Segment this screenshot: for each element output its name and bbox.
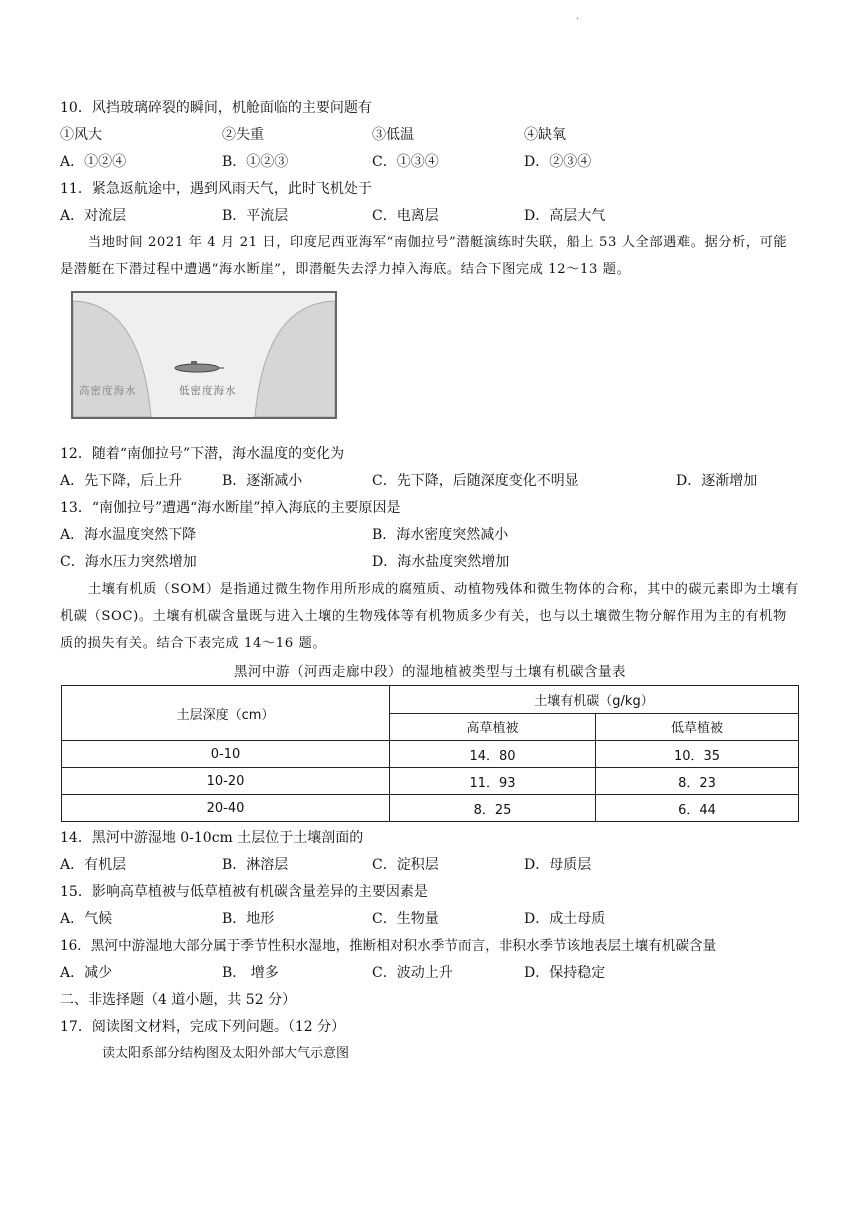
question-16-option-c: C．波动上升 [372,965,453,981]
question-10-stem: 10．风挡玻璃碎裂的瞬间，机舱面临的主要问题有 [60,100,372,116]
question-12-option-c: C．先下降，后随深度变化不明显 [372,473,579,489]
table-row [62,795,799,822]
depth-header: 土层深度（cm） [62,686,390,741]
question-11-option-a: A．对流层 [60,208,127,224]
depth-cell: 20-40 [62,795,390,822]
low-grass-cell: 8．23 [596,768,799,795]
high-grass-cell: 8．25 [390,795,596,822]
table-row [62,741,799,768]
question-17-stem: 17．阅读图文材料，完成下列问题。（12 分） [60,1019,346,1035]
question-12-option-a: A．先下降，后上升 [60,473,183,489]
question-15-option-b: B．地形 [222,911,275,927]
question-11-option-d: D．高层大气 [524,208,606,224]
depth-cell: 0-10 [62,741,390,768]
question-10-item-4: ④缺氧 [524,127,566,143]
high-grass-cell: 14．80 [390,741,596,768]
question-11-option-b: B．平流层 [222,208,289,224]
low-density-label: 低密度海水 [179,385,237,397]
question-10-item-1: ①风大 [60,127,102,143]
question-16-option-d: D．保持稳定 [524,965,606,981]
seawater-cliff-figure [71,291,337,419]
table-row [62,768,799,795]
question-10-option-c: C．①③④ [372,154,439,170]
question-15-stem: 15．影响高草植被与低草植被有机碳含量差异的主要因素是 [60,884,428,900]
seawater-density-diagram [73,293,335,417]
table-title: 黑河中游（河西走廊中段）的湿地植被类型与土壤有机碳含量表 [234,664,626,680]
question-10-option-b: B．①②③ [222,154,289,170]
question-15-option-a: A．气候 [60,911,113,927]
question-15-option-c: C．生物量 [372,911,439,927]
low-grass-cell: 6．44 [596,795,799,822]
question-13-option-a: A．海水温度突然下降 [60,527,197,543]
low-grass-cell: 10．35 [596,741,799,768]
soil-carbon-table [61,685,799,822]
page-marker: · [576,14,580,25]
question-13-option-d: D．海水盐度突然增加 [372,554,510,570]
passage-soil-organic-carbon: 土壤有机质（SOM）是指通过微生物作用所形成的腐殖质、动植物残体和微生物体的合称，其中的碳元素即为土壤有机碳（SOC)。土壤有机碳含量既与进入土壤的生物残体等有机物质多少有关，也与以土壤微生物分解作用为主的有机物质的损失有关。结合下表完成 14～16 题。 [60,582,799,651]
question-11-option-c: C．电离层 [372,208,439,224]
question-13-option-c: C．海水压力突然增加 [60,554,197,570]
question-14-option-b: B．淋溶层 [222,857,289,873]
question-14-option-d: D．母质层 [524,857,592,873]
depth-cell: 10-20 [62,768,390,795]
question-12-option-d: D．逐渐增加 [676,473,758,489]
question-10-item-2: ②失重 [222,127,264,143]
question-12-option-b: B．逐渐减小 [222,473,303,489]
high-grass-header: 高草植被 [390,713,596,741]
high-grass-cell: 11．93 [390,768,596,795]
high-density-label: 高密度海水 [79,385,137,397]
question-15-option-d: D．成土母质 [524,911,606,927]
question-10-item-3: ③低温 [372,127,414,143]
low-grass-header: 低草植被 [596,713,799,741]
question-16-stem: 16．黑河中游湿地大部分属于季节性积水湿地，推断相对积水季节而言，非积水季节该地表层土壤有机碳含量 [60,938,717,954]
section-heading: 二、非选择题（4 道小题，共 52 分） [60,992,297,1008]
question-16-option-b: B． 增多 [222,965,279,981]
question-16-option-a: A．减少 [60,965,113,981]
question-13-option-b: B．海水密度突然减小 [372,527,509,543]
question-13-stem: 13．“南伽拉号”遭遇“海水断崖”掉入海底的主要原因是 [60,500,401,516]
passage-submarine: 当地时间 2021 年 4 月 21 日，印度尼西亚海军“南伽拉号”潜艇演练时失联，船上 53 人全部遇难。据分析，可能是潜艇在下潜过程中遭遇“海水断崖”，即潜艇失去浮力掉入海底。结合下图完成 12～13 题。 [60,235,788,277]
question-11-stem: 11．紧急返航途中，遇到风雨天气，此时飞机处于 [60,181,372,197]
soc-header: 土壤有机碳（g/kg） [390,686,799,714]
question-10-option-d: D．②③④ [524,154,592,170]
question-12-stem: 12．随着“南伽拉号”下潜，海水温度的变化为 [60,446,345,462]
question-14-option-c: C．淀积层 [372,857,439,873]
question-14-stem: 14．黑河中游湿地 0-10cm 土层位于土壤剖面的 [60,830,364,846]
question-10-option-a: A．①②④ [60,154,127,170]
question-17-subtitle: 读太阳系部分结构图及太阳外部大气示意图 [102,1046,350,1061]
question-14-option-a: A．有机层 [60,857,127,873]
